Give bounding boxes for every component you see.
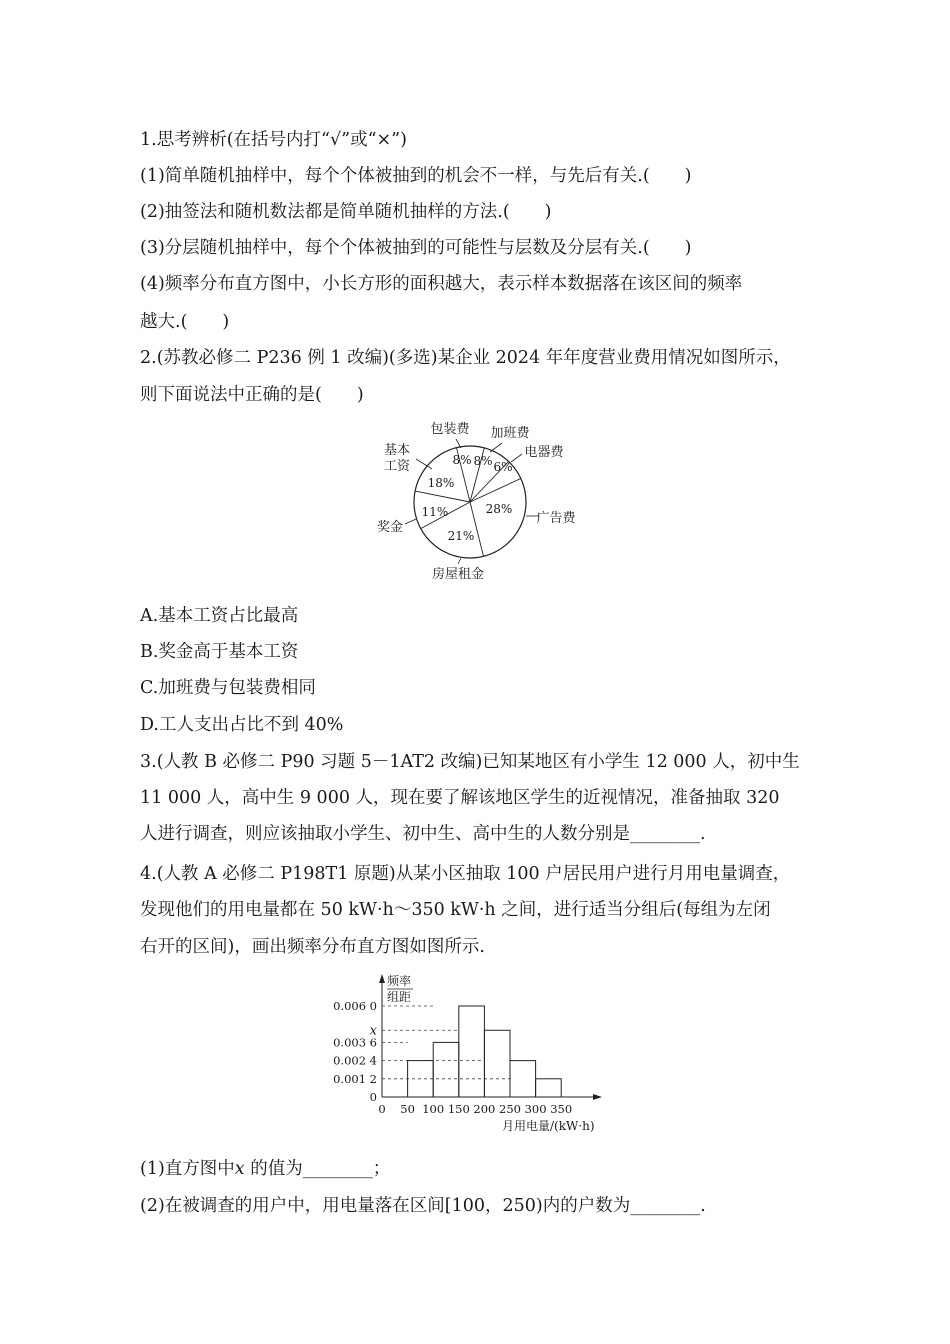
pie-value-jiaban: 8% (473, 454, 493, 468)
q2-option-c: C.加班费与包装费相同 (140, 678, 316, 698)
x-axis-label: 月用电量/(kW·h) (502, 1119, 595, 1133)
y-tick-label: 0.001 2 (333, 1071, 377, 1086)
histogram-chart (320, 966, 640, 1138)
pie-slice-boundary (470, 479, 521, 503)
y-tick-label: 0.006 0 (333, 999, 377, 1013)
pie-slice-boundary (415, 491, 470, 502)
q3-line-1: 3.(人教 B 必修二 P90 习题 5－1AT2 改编)已知某地区有小学生 12 000 人，初中生 (140, 752, 800, 772)
q3-line-2: 11 000 人，高中生 9 000 人，现在要了解该地区学生的近视情况，准备抽取 320 (140, 788, 780, 808)
pie-label-jiangjin: 奖金 (376, 520, 404, 535)
y-axis-arrow (379, 974, 385, 983)
y-label-bottom: 组距 (387, 990, 412, 1004)
pie-value-jiben: 18% (427, 476, 455, 490)
pie-label-fangwu: 房屋租金 (431, 567, 485, 582)
pie-value-fangwu: 21% (447, 529, 475, 543)
pie-value-jiangjin: 11% (421, 505, 449, 519)
pie-value-guanggao: 28% (485, 502, 513, 516)
histogram-bar (459, 1006, 485, 1097)
q4-sub1-prefix: (1)直方图中 (140, 1159, 235, 1179)
histogram-bar (510, 1061, 536, 1097)
pie-label-baozhuang: 包装费 (430, 422, 470, 437)
histogram-bar (484, 1030, 510, 1097)
q4-line-1: 4.(人教 A 必修二 P198T1 原题)从某小区抽取 100 户居民用户进行月用电量调查， (140, 864, 791, 884)
q1-item-4: (4)频率分布直方图中，小长方形的面积越大，表示样本数据落在该区间的频率 (140, 274, 743, 294)
q2-option-b: B.奖金高于基本工资 (140, 642, 299, 662)
x-tick-label: 350 (550, 1102, 573, 1116)
x-axis-arrow (593, 1094, 602, 1100)
x-tick-label: 100 (422, 1102, 445, 1116)
pie-label-jiaban: 加班费 (490, 426, 530, 441)
q3-line-3: 人进行调查，则应该抽取小学生、初中生、高中生的人数分别是________. (140, 824, 706, 844)
histogram-bar (536, 1079, 562, 1097)
q4-line-3: 右开的区间)，画出频率分布直方图如图所示. (140, 937, 485, 957)
q1-title: 1.思考辨析(在括号内打“√”或“×”) (140, 130, 407, 150)
q1-item-2: (2)抽签法和随机数法都是简单随机抽样的方法.( ) (140, 202, 552, 222)
x-tick-label: 250 (499, 1102, 521, 1116)
x-tick-label: 150 (447, 1102, 470, 1116)
q4-sub-1 (140, 1157, 390, 1181)
q1-item-3: (3)分层随机抽样中，每个个体被抽到的可能性与层数及分层有关.( ) (140, 238, 692, 258)
q1-item-1: (1)简单随机抽样中，每个个体被抽到的机会不一样，与先后有关.( ) (140, 166, 692, 186)
q1-item-4-cont: 越大.( ) (140, 312, 230, 332)
pie-label-dianqi: 电器费 (524, 445, 564, 460)
pie-value-dianqi: 6% (493, 460, 513, 474)
x-tick-label: 200 (473, 1102, 496, 1116)
q2-option-d: D.工人支出占比不到 40% (140, 715, 344, 735)
q4-line-2: 发现他们的用电量都在 50 kW·h～350 kW·h 之间，进行适当分组后(每组为左闭 (140, 900, 771, 920)
q2-stem-2: 则下面说法中正确的是( ) (140, 385, 364, 405)
q2-option-a: A.基本工资占比最高 (140, 606, 299, 626)
y-tick-label: 0 (369, 1090, 377, 1104)
histogram-bar (433, 1042, 459, 1097)
x-tick-label: 300 (524, 1102, 547, 1116)
y-tick-label: 0.003 6 (333, 1035, 377, 1050)
pie-chart (360, 412, 600, 586)
q4-sub-2: (2)在被调查的用户中，用电量落在区间[100，250)内的户数为________. (140, 1196, 706, 1216)
y-label-top: 频率 (387, 974, 412, 988)
q2-stem-1: 2.(苏教必修二 P236 例 1 改编)(多选)某企业 2024 年年度营业费用情况如图所示， (140, 348, 791, 368)
pie-label-jiben-2: 工资 (383, 459, 411, 474)
pie-label-jiben-1: 基本 (383, 443, 411, 458)
q4-sub1-var: x (234, 1159, 245, 1179)
y-tick-label: x (369, 1023, 377, 1039)
pie-label-guanggao: 广告费 (536, 511, 576, 526)
pie-value-baozhuang: 8% (452, 453, 472, 467)
q4-sub1-suffix: 的值为________； (244, 1159, 391, 1179)
x-tick-label: 0 (378, 1102, 386, 1116)
x-tick-label: 50 (400, 1102, 415, 1116)
y-tick-label: 0.002 4 (333, 1053, 377, 1068)
